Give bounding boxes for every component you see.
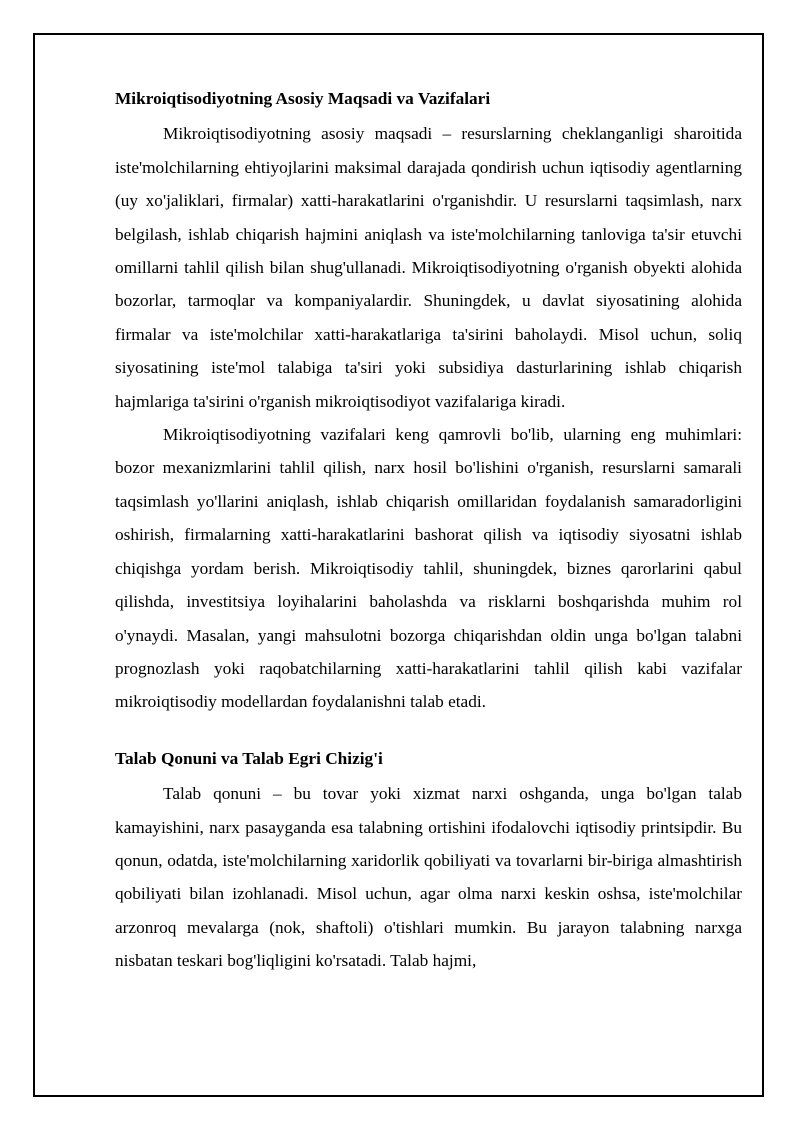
document-body (115, 82, 742, 978)
paragraph: Talab qonuni – bu tovar yoki xizmat narxi oshganda, unga bo'lgan talab kamayishini, narx pasayganda esa talabning ortishini ifodalovchi iqtisodiy printsipdir. Bu qonun, odatda, iste'molchilarning xaridorlik qobiliyati va tovarlarni bir-biriga almashtirish qobiliyati bilan izohlanadi. Misol uchun, agar olma narxi keskin oshsa, iste'molchilar arzonroq mevalarga (nok, shaftoli) o'tishlari mumkin. Bu jarayon talabning narxga nisbatan teskari bog'liqligini ko'rsatadi. Talab hajmi, (115, 784, 742, 971)
paragraph: Mikroiqtisodiyotning asosiy maqsadi – resurslarning cheklanganligi sharoitida iste'molchilarning ehtiyojlarini maksimal darajada qondirish uchun iqtisodiy agentlarning (uy xo'jaliklari, firmalar) xatti-harakatlarini o'rganishdir. U resurslarni taqsimlash, narx belgilash, ishlab chiqarish hajmini aniqlash va iste'molchilarning tanloviga ta'sir etuvchi omillarni tahlil qilish bilan shug'ullanadi. Mikroiqtisodiyotning o'rganish obyekti alohida bozorlar, tarmoqlar va kompaniyalardir. Shuningdek, u davlat siyosatining alohida firmalar va iste'molchilar xatti-harakatlariga ta'sirini baholaydi. Misol uchun, soliq siyosatining iste'mol talabiga ta'siri yoki subsidiya dasturlarining ishlab chiqarish hajmlariga ta'sirini o'rganish mikroiqtisodiyot vazifalariga kiradi. (115, 124, 742, 411)
section-heading: Mikroiqtisodiyotning Asosiy Maqsadi va Vazifalari (115, 89, 491, 108)
paragraph: Mikroiqtisodiyotning vazifalari keng qamrovli bo'lib, ularning eng muhimlari: bozor mexanizmlarini tahlil qilish, narx hosil bo'lishini o'rganish, resurslarni samarali taqsimlash yo'llarini aniqlash, ishlab chiqarish omillaridan foydalanish samaradorligini oshirish, firmalarning xatti-harakatlarini bashorat qilish va iqtisodiy siyosatni ishlab chiqishga yordam berish. Mikroiqtisodiy tahlil, shuningdek, biznes qarorlarini qabul qilishda, investitsiya loyihalarini baholashda va risklarni boshqarishda muhim rol o'ynaydi. Masalan, yangi mahsulotni bozorga chiqarishdan oldin unga bo'lgan talabni prognozlash yoki raqobatchilarning xatti-harakatlarini tahlil qilish kabi vazifalar mikroiqtisodiy modellardan foydalanishni talab etadi. (115, 425, 742, 712)
section-heading: Talab Qonuni va Talab Egri Chizig'i (115, 748, 383, 768)
